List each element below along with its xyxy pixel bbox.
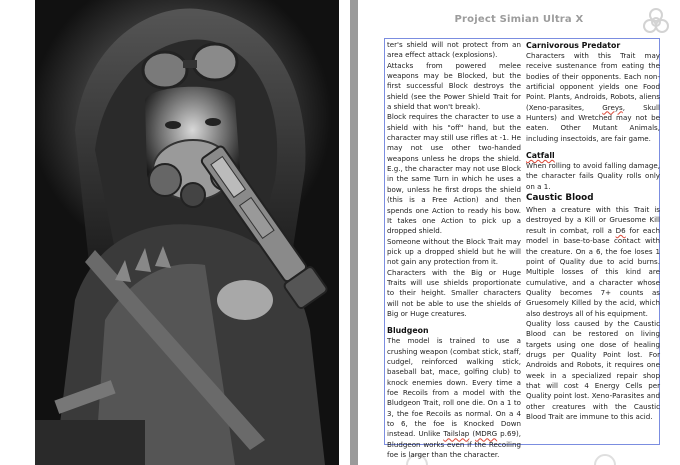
paragraph: When a creature with this Trait is destroyed by a Kill or Gruesome Kill result in combat, roll a D6 for each model in base-to-base contact with the creature. On a 6, the foe loses 1 point of Quality due to acid burns. Multiple losses of this kind are cumulative, and a character whose Quality becomes 7+ counts as Gruesomely Killed by the acid, which also destroys all of his equipment. xyxy=(526,205,660,318)
catfall-heading: Catfall xyxy=(526,151,555,161)
gasmask-figure-illustration xyxy=(35,0,339,465)
paragraph: Attacks from powered melee weapons may be Blocked, but the first successful Block destroys the shield (see the Power Shield Trait for a shield that won't break). xyxy=(387,60,521,112)
paragraph: Quality loss caused by the Caustic Blood can be restored on living targets using one dose of healing drugs per Quality Point lost. For Androids and Robots, it requires one week in a specialized repair shop that will cost 4 Energy Cells per Quality point lost. Xeno-Parasites and other creatures with the Caustic Blood Trait are immune to this acid. xyxy=(526,318,660,421)
paragraph: Block requires the character to use a shield with his "off" hand, but the character may still use rifles at -1. He may not use other two-handed weapons unless he drops the shield. E.g., the character may not use Block in the same Turn in which he uses a bow, unless he first drops the shield (this is a Free Action) and then spends one Action to ready his bow. It takes one Action to pick up a dropped shield. xyxy=(387,112,521,236)
right-page xyxy=(358,0,680,465)
spellcheck-word[interactable]: D6 xyxy=(615,225,626,235)
text-column-right xyxy=(526,40,660,422)
biohazard-icon xyxy=(590,447,620,465)
paragraph: When rolling to avoid falling damage, the character fails Quality rolls only on a 1. xyxy=(526,161,660,191)
text-column-left xyxy=(387,40,521,460)
page-title: Project Simian Ultra X xyxy=(454,14,584,25)
page-gutter xyxy=(350,0,358,465)
carnivorous-predator-heading: Carnivorous Predator xyxy=(526,41,621,50)
paragraph: Someone without the Block Trait may pick up a dropped shield but he will not gain any protection from it. xyxy=(387,236,521,267)
paragraph: Characters with this Trait may receive sustenance from eating the bodies of their opponents. Each non-artificial opponent yields one Food Point. Plants, Androids, Robots, aliens (Xeno-parasites, Greys, Skull Hunters) and Wretched may not be eaten. Other Mutant Animals, including insectoids, are fair game. xyxy=(526,51,660,143)
spellcheck-word[interactable]: Greys xyxy=(602,102,623,112)
spellcheck-word[interactable]: MDRG xyxy=(475,429,498,439)
spellcheck-word[interactable]: Tailslap xyxy=(443,429,470,439)
caustic-blood-heading: Caustic Blood xyxy=(526,193,594,204)
bludgeon-heading: Bludgeon xyxy=(387,326,429,336)
cover-artwork xyxy=(35,0,339,465)
paragraph: ter's shield will not protect from an area effect attack (explosions). xyxy=(387,40,521,60)
paragraph: Characters with the Big or Huge Traits will use shields proportionate to their height. Smaller characters will not be able to use the shields of Big or Huge creatures. xyxy=(387,267,521,318)
paragraph: The model is trained to use a crushing weapon (combat stick, staff, cudgel, reinforced walking stick, baseball bat, mace, golfing club) to knock enemies down. Every time a foe Recoils from a model with the Bludgeon Trait, roll one die. On a 1 to 3, the foe Recoils as normal. On a 4 to 6, the foe is Knocked Down instead. Unlike Tailslap (MDRG p.69), Bludgeon works even if the Recoiling foe is larger than the character. xyxy=(387,336,521,460)
biohazard-icon xyxy=(640,6,672,38)
